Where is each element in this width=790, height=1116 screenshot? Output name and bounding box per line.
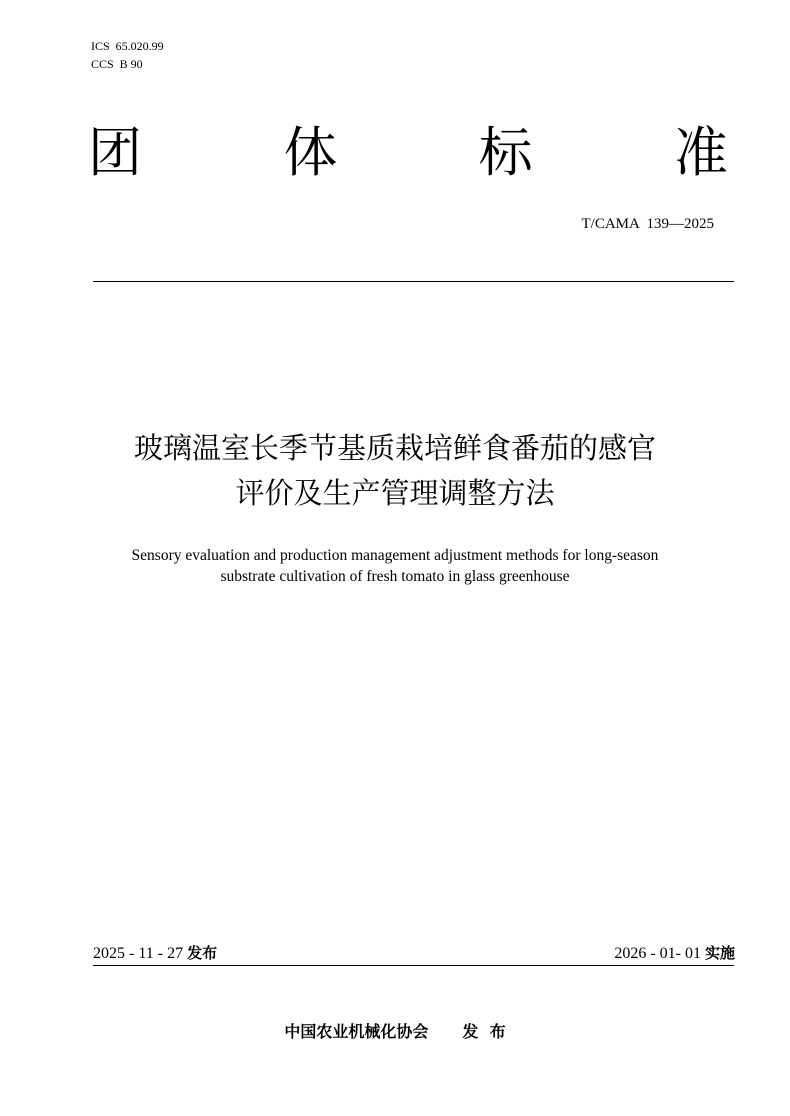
- implement-label: 实施: [704, 944, 735, 962]
- bottom-divider: [93, 965, 734, 966]
- top-divider: [93, 281, 734, 282]
- publish-label: 发布: [187, 944, 218, 962]
- publisher-name: 中国农业机械化协会: [284, 1022, 429, 1041]
- ccs-code: CCS B 90: [91, 57, 143, 71]
- implement-date-block: [614, 942, 735, 963]
- chinese-title: [60, 426, 730, 516]
- english-title: [60, 545, 730, 587]
- publish-date-block: [93, 942, 217, 963]
- standard-number: T/CAMA 139—2025: [581, 216, 714, 232]
- publisher-line: [0, 1019, 790, 1042]
- ics-code: ICS 65.020.99: [91, 39, 164, 53]
- standard-type-title: [88, 118, 728, 188]
- publish-word: 发 布: [462, 1022, 506, 1041]
- title-char-1: 团: [88, 121, 142, 184]
- implement-date: 2026 - 01- 01: [614, 945, 701, 962]
- chinese-title-line-1: 玻璃温室长季节基质栽培鲜食番茄的感官: [133, 431, 656, 465]
- chinese-title-line-2: 评价及生产管理调整方法: [235, 476, 555, 510]
- title-char-2: 体: [283, 121, 338, 184]
- classification-codes: [91, 37, 164, 73]
- title-char-4: 准: [673, 121, 728, 184]
- publish-date: 2025 - 11 - 27: [93, 945, 184, 962]
- title-char-3: 标: [478, 121, 533, 184]
- english-title-line-2: substrate cultivation of fresh tomato in glass greenhouse: [220, 568, 570, 585]
- english-title-line-1: Sensory evaluation and production management adjustment methods for long-season: [131, 547, 659, 564]
